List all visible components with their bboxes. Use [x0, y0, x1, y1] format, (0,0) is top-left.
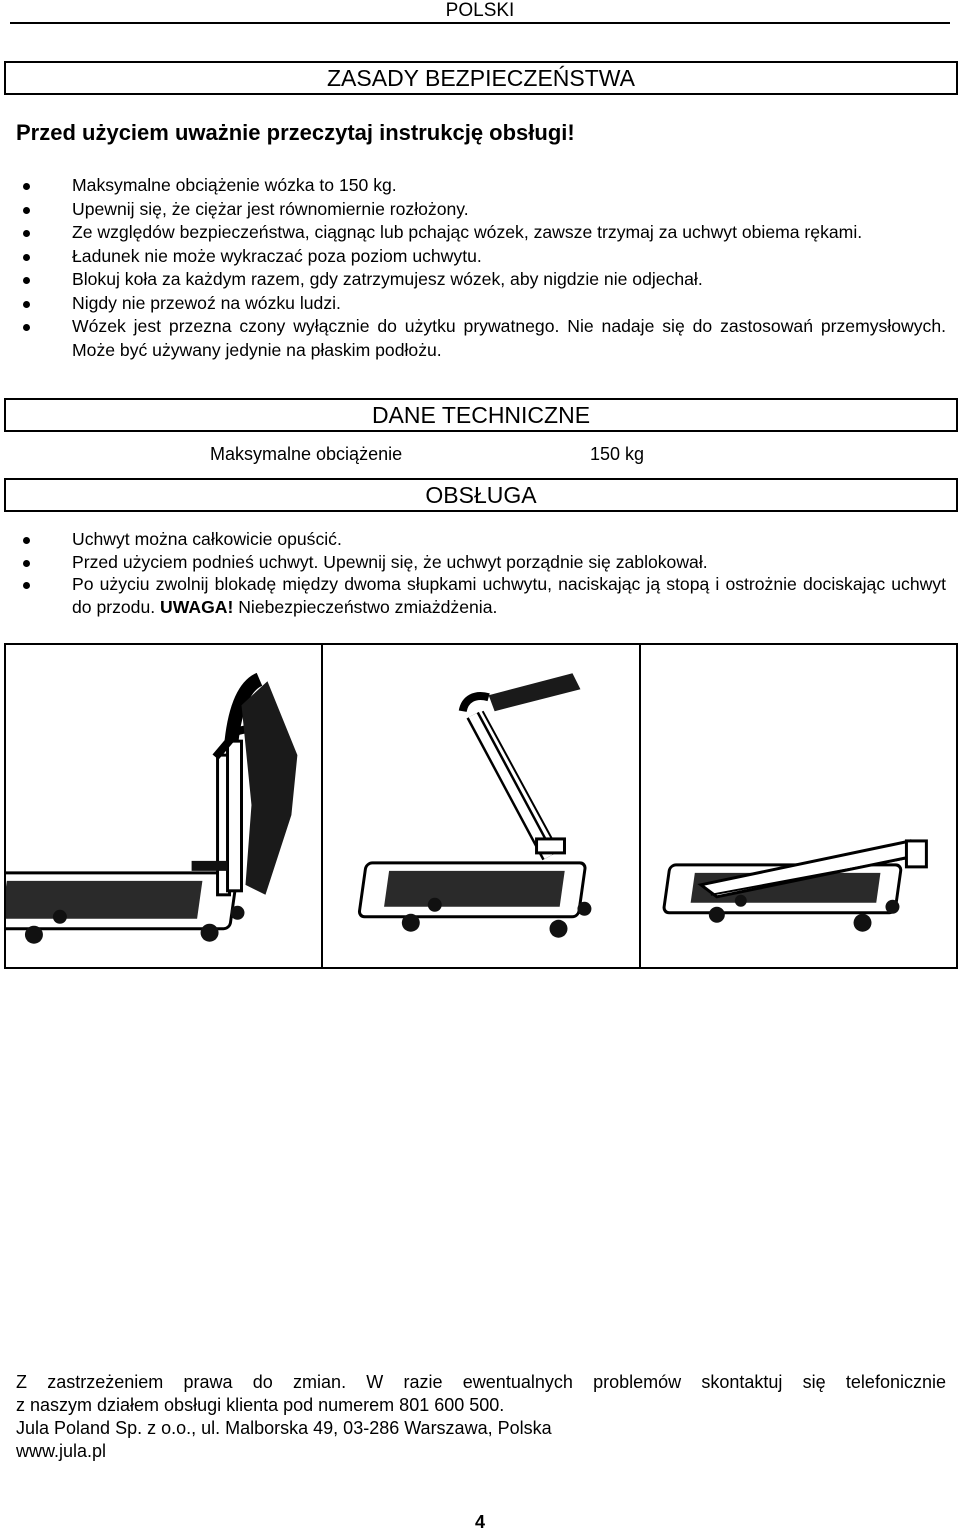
operation-title-box	[4, 478, 958, 512]
safety-rule-item	[0, 221, 960, 245]
safety-rule-text: Nigdy nie przewoź na wózku ludzi.	[72, 292, 341, 313]
safety-rule-item	[0, 315, 960, 362]
bullet-icon	[23, 560, 30, 567]
safety-rule-text: Ładunek nie może wykraczać poza poziom uchwytu.	[72, 245, 482, 266]
max-load-label: Maksymalne obciążenie	[210, 444, 403, 464]
safety-rule-text: Blokuj koła za każdym razem, gdy zatrzymujesz wózek, aby nigdzie nie odjechał.	[72, 269, 703, 289]
footer-contact	[16, 1371, 946, 1463]
safety-rules-list	[0, 174, 960, 362]
safety-rule-text: Maksymalne obciążenie wózka to 150 kg.	[72, 175, 397, 195]
bullet-icon	[23, 582, 30, 589]
footer-line-1: Z zastrzeżeniem prawa do zmian. W razie ewentualnych problemów skontaktuj się telefonicznie	[16, 1372, 946, 1392]
cart-handle-lowering-image	[323, 645, 638, 967]
safety-rule-item	[0, 245, 960, 269]
footer-line-2: z naszym działem obsługi klienta pod numerem 801 600 500.	[16, 1395, 505, 1415]
bullet-icon	[23, 324, 30, 331]
read-manual-warning: Przed użyciem uważnie przeczytaj instrukcję obsługi!	[16, 120, 575, 145]
safety-rule-text: Ze względów bezpieczeństwa, ciągnąc lub pchając wózek, zawsze trzymaj za uchwyt obiema rękami.	[72, 222, 863, 242]
operation-step-text: Po użyciu zwolnij blokadę między dwoma słupkami uchwytu, naciskając ją stopą i ostrożnie dociskając uchwyt do przodu.	[72, 574, 946, 617]
safety-rule-item	[0, 268, 960, 292]
photo-handle-release	[6, 645, 323, 967]
tech-data-title: DANE TECHNICZNE	[371, 402, 591, 428]
bullet-icon	[23, 183, 30, 190]
operation-step-text: Uchwyt można całkowicie opuścić.	[72, 529, 342, 549]
header-divider	[10, 22, 950, 24]
bullet-icon	[23, 254, 30, 261]
language-header: POLSKI	[445, 0, 515, 21]
instruction-photos	[4, 643, 958, 969]
crush-warning-text: Niebezpieczeństwo zmiażdżenia.	[233, 596, 498, 617]
cart-folded-image	[641, 645, 956, 967]
safety-rule-text: Upewnij się, że ciężar jest równomiernie rozłożony.	[72, 198, 469, 219]
operation-step-text: Przed użyciem podnieś uchwyt. Upewnij się, że uchwyt porządnie się zablokował.	[72, 551, 708, 572]
page-number: 4	[474, 1512, 485, 1532]
cart-handle-release-image	[6, 645, 321, 967]
safety-rule-item	[0, 198, 960, 222]
bullet-icon	[23, 207, 30, 214]
footer-website[interactable]: www.jula.pl	[16, 1441, 107, 1461]
safety-title: ZASADY BEZPIECZEŃSTWA	[327, 65, 635, 91]
operation-step-item	[0, 551, 960, 574]
operation-step-item	[0, 528, 960, 551]
operation-steps-list	[0, 528, 960, 618]
operation-title: OBSŁUGA	[425, 482, 537, 508]
max-load-value: 150 kg	[590, 444, 645, 464]
operation-step-item	[0, 573, 960, 618]
bullet-icon	[23, 537, 30, 544]
photo-folded-cart	[641, 645, 956, 967]
bullet-icon	[23, 230, 30, 237]
bullet-icon	[23, 277, 30, 284]
safety-rule-item	[0, 174, 960, 198]
safety-title-box	[4, 61, 958, 95]
photo-handle-lowering	[323, 645, 640, 967]
bullet-icon	[23, 301, 30, 308]
footer-line-3: Jula Poland Sp. z o.o., ul. Malborska 49, 03-286 Warszawa, Polska	[16, 1418, 552, 1438]
crush-warning-label: UWAGA!	[160, 596, 234, 617]
tech-data-title-box	[4, 398, 958, 432]
safety-rule-item	[0, 292, 960, 316]
safety-rule-text: Wózek jest przezna czony wyłącznie do użytku prywatnego. Nie nadaje się do zastosowań przemysłowych. Może być używany jedynie na płaskim podłożu.	[72, 316, 946, 360]
